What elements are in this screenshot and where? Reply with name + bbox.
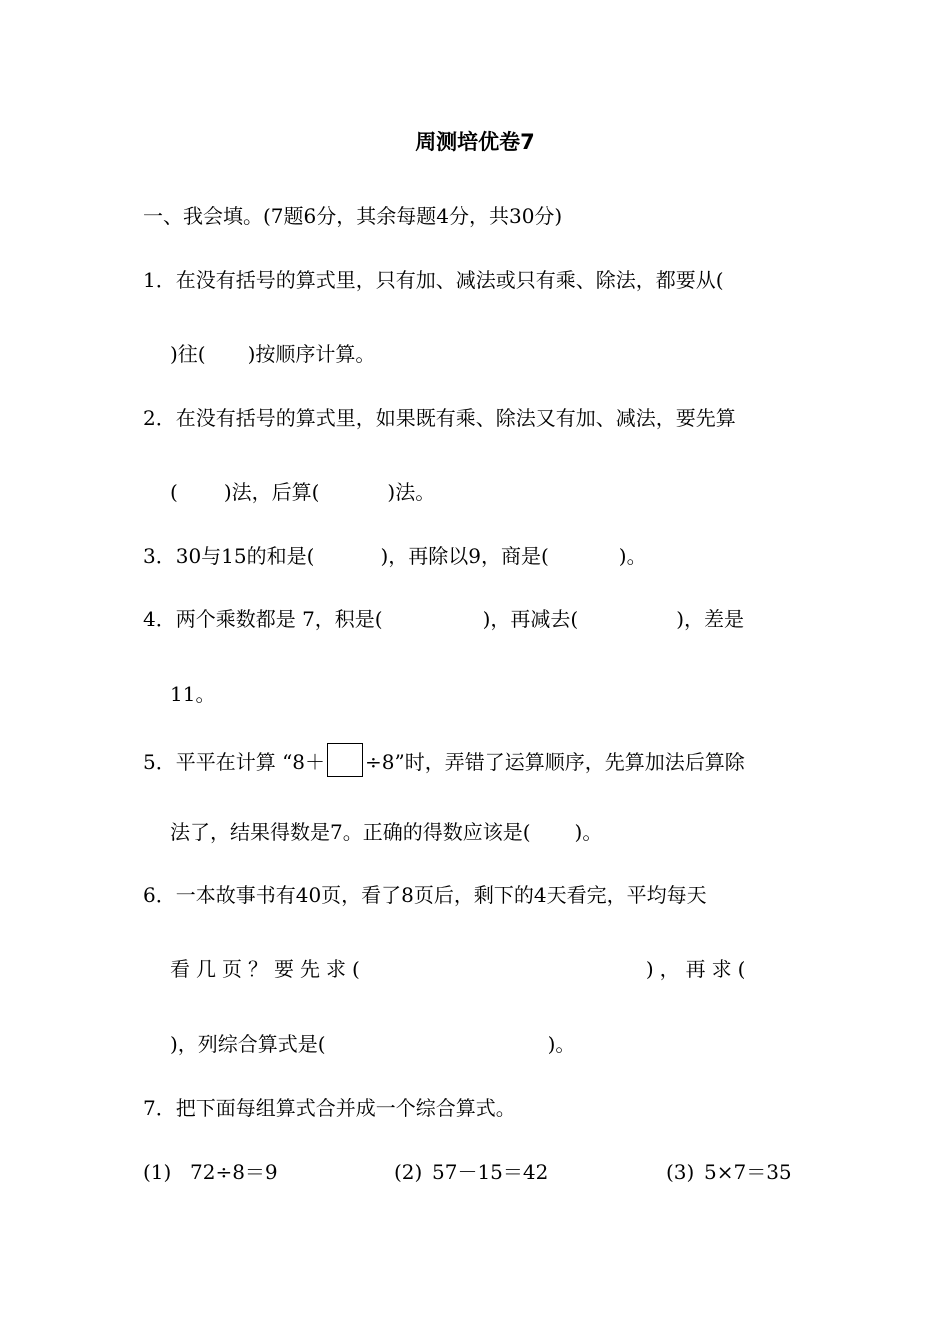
- item-label: (2): [394, 1160, 423, 1184]
- question-5-line-2: [170, 818, 602, 846]
- question-6-text-b: )，再求(: [645, 957, 752, 981]
- question-3-text-c: )。: [618, 544, 647, 568]
- item-expression: 72÷8＝9: [190, 1160, 278, 1184]
- item-expression: 57－15＝42: [432, 1160, 549, 1184]
- question-4-line-1: [143, 605, 744, 633]
- question-5-text-a: 5．平平在计算 “8＋: [143, 750, 326, 774]
- question-1-line-1: [143, 266, 724, 294]
- question-6-line-2: [170, 955, 751, 983]
- page-title: 周测培优卷7: [415, 130, 535, 154]
- question-3: [143, 542, 647, 570]
- question-1-line-2: [170, 340, 375, 368]
- question-2-line-1: 2．在没有括号的算式里，如果既有乘、除法又有加、减法，要先算: [143, 406, 736, 430]
- question-1-text-b: )按顺序计算。: [247, 342, 376, 366]
- item-expression: 5×7＝35: [704, 1160, 792, 1184]
- question-5-line-1: [143, 743, 745, 777]
- question-6-text-c: )，列综合算式是(: [170, 1032, 326, 1056]
- question-7-heading: 7．把下面每组算式合并成一个综合算式。: [143, 1096, 516, 1120]
- blank-box[interactable]: [327, 743, 363, 777]
- question-5-text-b: ÷8”时，弄错了运算顺序，先算加法后算除: [365, 750, 745, 774]
- question-6-text-a: 看几页？要先求(: [170, 957, 366, 981]
- question-2-line-2: [170, 478, 435, 506]
- question-2-text-b: )法，后算(: [223, 480, 320, 504]
- item-label: (3): [666, 1160, 695, 1184]
- item-label: (1): [143, 1160, 172, 1184]
- question-7-items: [143, 1158, 843, 1186]
- question-3-text-b: )，再除以9，商是(: [380, 544, 549, 568]
- question-6-line-1: 6．一本故事书有40页，看了8页后，剩下的4天看完，平均每天: [143, 883, 707, 907]
- question-4-text-c: )，差是: [676, 607, 745, 631]
- question-4-text-a: 4．两个乘数都是 7，积是(: [143, 607, 383, 631]
- question-5-text-d: )。: [574, 820, 603, 844]
- question-6-line-3: [170, 1030, 575, 1058]
- question-3-text-a: 3．30与15的和是(: [143, 544, 315, 568]
- section-heading: 一、我会填。(7题6分，其余每题4分，共30分): [143, 204, 563, 228]
- question-5-text-c: 法了，结果得数是7。正确的得数应该是(: [170, 820, 531, 844]
- question-2-text-a: (: [170, 480, 178, 504]
- question-4-line-2: 11。: [170, 682, 216, 706]
- question-1-text-a: )往(: [170, 342, 206, 366]
- question-4-text-b: )，再减去(: [482, 607, 579, 631]
- question-2-text-c: )法。: [387, 480, 436, 504]
- question-1-text: 1．在没有括号的算式里，只有加、减法或只有乘、除法，都要从(: [143, 268, 724, 292]
- question-6-text-d: )。: [547, 1032, 576, 1056]
